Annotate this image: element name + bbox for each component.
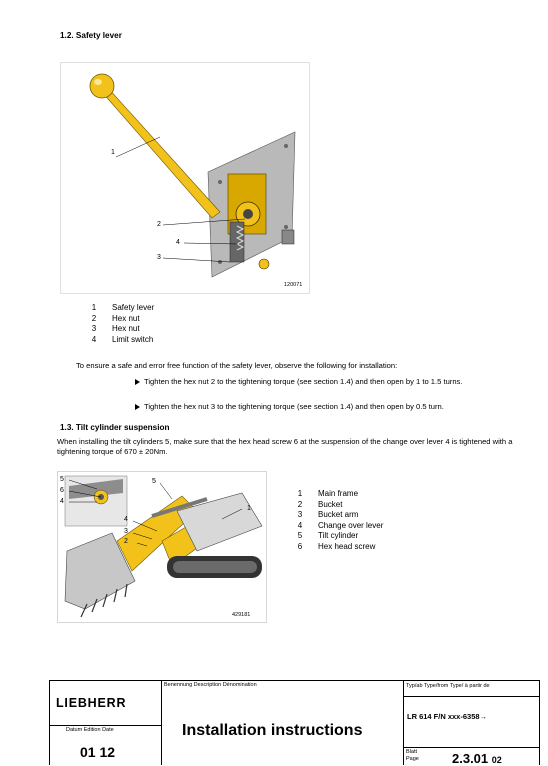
- body-paragraph: When installing the tilt cylinders 5, make sure that the hex head screw 6 at the suspension of the change over lever 4 is tightened with a tightening torque of 670 ± 20Nm.: [57, 437, 513, 456]
- loader-figure: [57, 471, 267, 623]
- divider: [49, 725, 161, 726]
- type-value: LR 614 F/N xxx-6358→: [407, 712, 488, 721]
- section-heading: 1.3. Tilt cylinder suspension: [60, 423, 170, 432]
- type-label: Typ/ab Type/from Type/ à partir de: [406, 683, 490, 689]
- callout-4: 4: [176, 239, 180, 246]
- intro-text: To ensure a safe and error free function of the safety lever, observe the following for installation:: [76, 361, 398, 370]
- divider: [403, 696, 540, 697]
- legend-row: 4 Change over lever: [297, 520, 384, 530]
- page-number: 2.3.01 02: [452, 751, 502, 766]
- callout-5: 5: [60, 476, 64, 483]
- section-heading: 1.2. Safety lever: [60, 31, 122, 40]
- callout-1: 1: [111, 149, 115, 156]
- liebherr-logo: LIEBHERR: [56, 696, 127, 710]
- callout-3: 3: [157, 254, 161, 261]
- divider: [49, 680, 540, 681]
- callout-4: 4: [60, 498, 64, 505]
- legend-row: 6 Hex head screw: [297, 541, 376, 551]
- callout-3: 3: [124, 528, 128, 535]
- legend-list: [76, 303, 154, 345]
- divider: [403, 680, 404, 765]
- legend-row: 4 Limit switch: [91, 334, 154, 344]
- legend-list: [282, 489, 383, 552]
- callout-4: 4: [124, 516, 128, 523]
- callout-2: 2: [157, 221, 161, 228]
- callout-6: 6: [60, 487, 64, 494]
- document-title: Installation instructions: [182, 722, 363, 739]
- callout-1: 1: [247, 505, 251, 512]
- figure-id: 429181: [232, 612, 251, 618]
- bullet-item: Tighten the hex nut 2 to the tightening torque (see section 1.4) and then open by 1 to 1.5 turns.: [135, 377, 515, 387]
- divider: [161, 680, 162, 765]
- legend-row: 1 Main frame: [297, 489, 359, 498]
- legend-row: 3 Hex nut: [91, 324, 140, 333]
- page-label: Page: [406, 756, 419, 762]
- divider: [539, 680, 540, 765]
- legend-row: 5 Tilt cylinder: [297, 531, 359, 540]
- figure-id: 120071: [284, 282, 303, 288]
- divider: [403, 747, 540, 748]
- date-value: 01 12: [80, 744, 116, 760]
- legend-row: 1 Safety lever: [91, 303, 155, 312]
- sheet-label: Blatt: [406, 749, 418, 755]
- legend-row: 2 Hex nut: [91, 313, 140, 323]
- legend-row: 2 Bucket: [297, 499, 343, 509]
- callout-5: 5: [152, 478, 156, 485]
- bullet-item: Tighten the hex nut 3 to the tightening torque (see section 1.4) and then open by 0.5 turn.: [135, 402, 515, 412]
- safety-lever-figure: [60, 62, 310, 294]
- legend-row: 3 Bucket arm: [297, 510, 359, 519]
- divider: [49, 680, 50, 765]
- date-label: Datum Edition Date: [66, 727, 114, 733]
- description-label: Benennung Description Dénomination: [164, 682, 257, 688]
- callout-2: 2: [124, 538, 128, 545]
